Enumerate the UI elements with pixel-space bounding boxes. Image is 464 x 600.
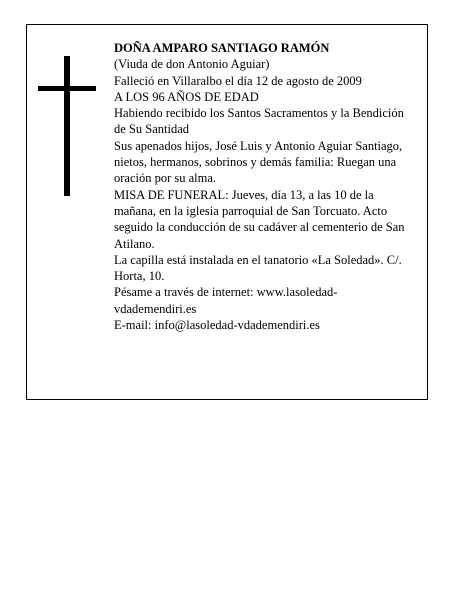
sacraments-info: Habiendo recibido los Santos Sacramentos y la Bendición de Su Santidad — [114, 106, 404, 137]
funeral-info: MISA DE FUNERAL: Jueves, día 13, a las 10 de la mañana, en la iglesia parroquial de San Torcuato. Acto seguido la conducción de su cadáver al cementerio de San Atilano. — [114, 187, 405, 251]
age-info: A LOS 96 AÑOS DE EDAD — [114, 89, 259, 104]
obituary-text — [114, 40, 414, 333]
death-info: Falleció en Villaralbo el día 12 de agosto de 2009 — [114, 73, 362, 88]
cross-vertical-bar — [64, 56, 70, 196]
cross-icon — [38, 56, 96, 196]
widow-of: (Viuda de don Antonio Aguiar) — [114, 57, 270, 72]
cross-horizontal-bar — [38, 86, 96, 91]
condolences-web: Pésame a través de internet: www.lasoledad-vdademendiri.es — [114, 285, 338, 316]
contact-email: E-mail: info@lasoledad-vdademendiri.es — [114, 318, 320, 333]
family-info: Sus apenados hijos, José Luis y Antonio Aguiar Santiago, nietos, hermanos, sobrinos y demás familia: Ruegan una oración por su alma. — [114, 138, 403, 186]
deceased-name: DOÑA AMPARO SANTIAGO RAMÓN — [114, 41, 330, 55]
chapel-info: La capilla está instalada en el tanatorio «La Soledad». C/. Horta, 10. — [114, 252, 402, 284]
